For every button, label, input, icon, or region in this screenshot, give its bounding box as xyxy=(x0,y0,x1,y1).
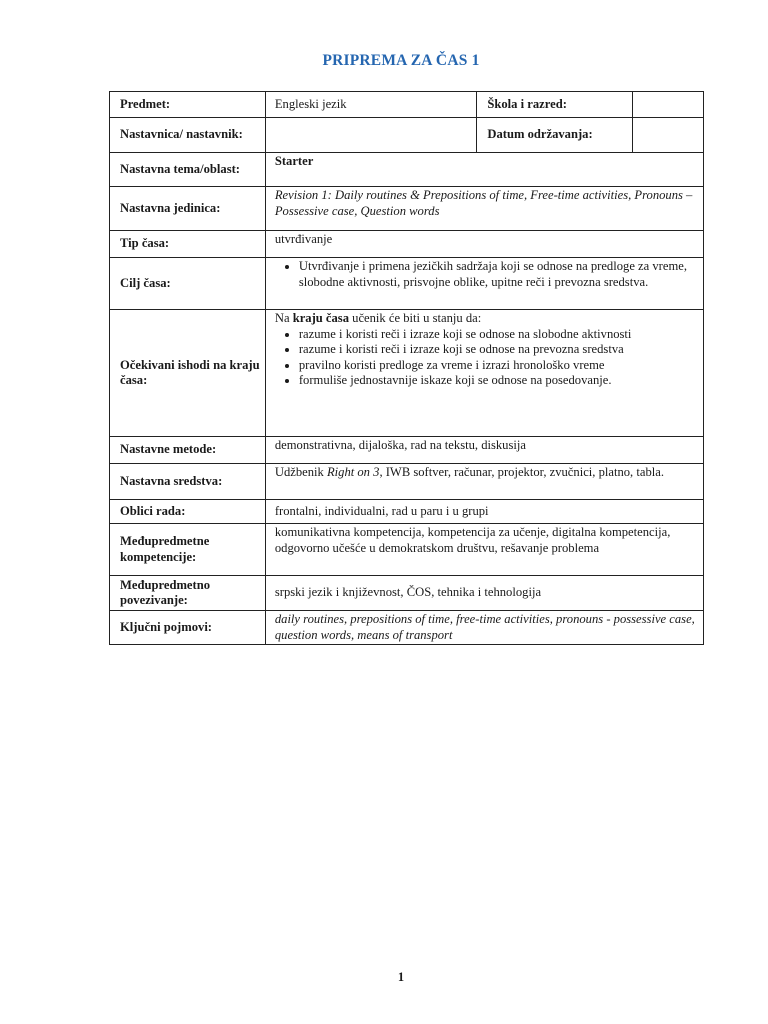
row-cilj xyxy=(110,258,704,310)
label-cilj: Cilj časa: xyxy=(110,258,266,310)
label-datum: Datum održavanja: xyxy=(477,118,633,153)
value-cilj xyxy=(265,258,703,310)
label-kompetencije: Međupredmetne kompetencije: xyxy=(110,524,266,576)
value-sredstva xyxy=(265,464,703,500)
label-tema: Nastavna tema/oblast: xyxy=(110,153,266,187)
label-ishodi: Očekivani ishodi na kraju časa: xyxy=(110,310,266,437)
label-nastavnik: Nastavnica/ nastavnik: xyxy=(110,118,266,153)
sredstva-post: , IWB softver, računar, projektor, zvučnici, platno, tabla. xyxy=(379,465,664,479)
value-kompetencije: komunikativna kompetencija, kompetencija za učenje, digitalna kompetencija, odgovorno učešće u demokratskom društvu, rešavanje problema xyxy=(265,524,703,576)
label-oblici: Oblici rada: xyxy=(110,500,266,524)
list-item: • Utvrđivanje i primena jezičkih sadržaja koji se odnose na predloge za vreme, slobodne aktivnosti, prisvojne oblike, upitne reči i prevozna sredstva. xyxy=(299,259,698,290)
value-nastavnik xyxy=(265,118,477,153)
label-skola: Škola i razred: xyxy=(477,92,633,118)
label-sredstva: Nastavna sredstva: xyxy=(110,464,266,500)
list-item: • razume i koristi reči i izraze koji se odnose na prevozna sredstva xyxy=(299,342,698,358)
value-tip: utvrđivanje xyxy=(265,231,703,258)
sredstva-book-title: Right on 3 xyxy=(326,465,380,479)
sredstva-pre: Udžbenik xyxy=(274,465,327,479)
row-pojmovi xyxy=(110,611,704,645)
row-nastavnik xyxy=(110,118,704,153)
ishodi-intro-pre: Na xyxy=(274,311,293,325)
row-kompetencije xyxy=(110,524,704,576)
label-jedinica: Nastavna jedinica: xyxy=(110,187,266,231)
label-tip: Tip časa: xyxy=(110,231,266,258)
list-item: • pravilno koristi predloge za vreme i izrazi hronološko vreme xyxy=(299,358,698,374)
label-pojmovi: Ključni pojmovi: xyxy=(110,611,266,645)
ishodi-intro xyxy=(275,311,698,327)
row-tema xyxy=(110,153,704,187)
value-datum xyxy=(633,118,704,153)
value-ishodi xyxy=(265,310,703,437)
value-predmet: Engleski jezik xyxy=(265,92,477,118)
value-pojmovi: daily routines, prepositions of time, free-time activities, pronouns - possessive case, question words, means of transport xyxy=(265,611,703,645)
value-povezivanje: srpski jezik i književnost, ČOS, tehnika i tehnologija xyxy=(265,576,703,611)
page-title: PRIPREMA ZA ČAS 1 xyxy=(322,52,480,69)
ishodi-list xyxy=(275,327,698,389)
label-povezivanje: Međupredmetno povezivanje: xyxy=(110,576,266,611)
label-metode: Nastavne metode: xyxy=(110,437,266,464)
row-povezivanje xyxy=(110,576,704,611)
row-tip xyxy=(110,231,704,258)
value-tema: Starter xyxy=(265,153,703,187)
value-metode: demonstrativna, dijaloška, rad na tekstu, diskusija xyxy=(265,437,703,464)
ishodi-intro-post: učenik će biti u stanju da: xyxy=(349,311,482,325)
lesson-plan-table xyxy=(109,91,704,645)
list-item: • razume i koristi reči i izraze koji se odnose na slobodne aktivnosti xyxy=(299,327,698,343)
row-jedinica xyxy=(110,187,704,231)
row-ishodi xyxy=(110,310,704,437)
row-metode xyxy=(110,437,704,464)
row-oblici xyxy=(110,500,704,524)
cilj-list xyxy=(275,259,698,290)
value-skola xyxy=(633,92,704,118)
row-sredstva xyxy=(110,464,704,500)
value-oblici: frontalni, individualni, rad u paru i u grupi xyxy=(265,500,703,524)
value-jedinica: Revision 1: Daily routines & Prepositions of time, Free-time activities, Pronouns – Possessive case, Question words xyxy=(265,187,703,231)
list-item: • formuliše jednostavnije iskaze koji se odnose na posedovanje. xyxy=(299,373,698,389)
ishodi-intro-bold: kraju časa xyxy=(292,311,350,325)
row-predmet xyxy=(110,92,704,118)
label-predmet: Predmet: xyxy=(110,92,266,118)
page-number: 1 xyxy=(397,970,405,984)
